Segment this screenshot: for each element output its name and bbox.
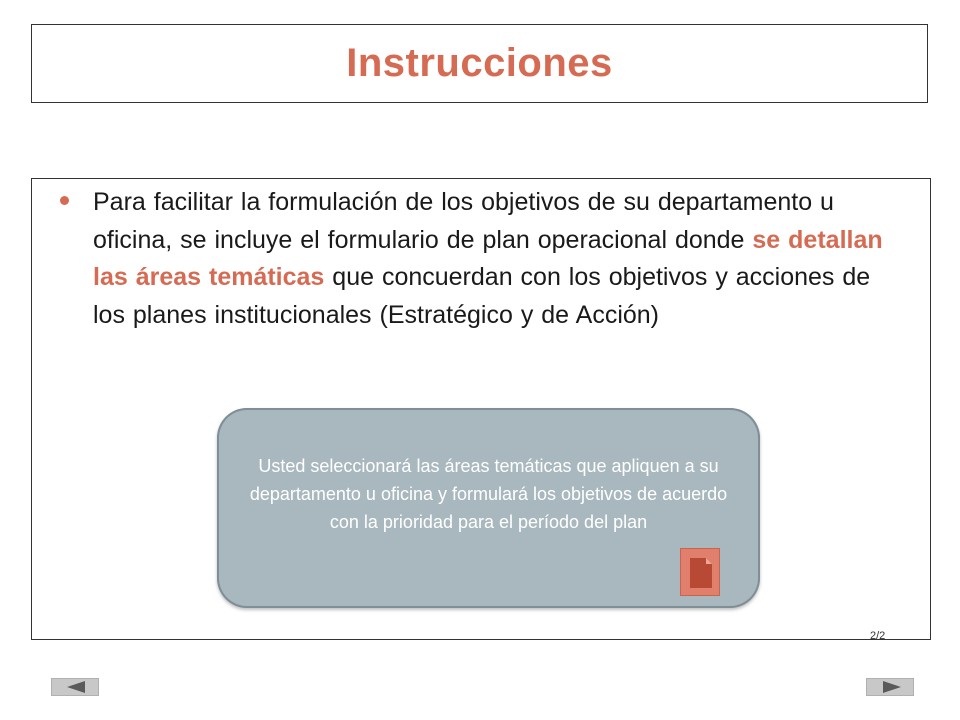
callout-text: Usted seleccionará las áreas temáticas que apliquen a su departamento u oficina y formulará los objetivos de acuerdo con la prioridad para el período del plan: [249, 456, 728, 532]
slide-title: Instrucciones: [346, 41, 613, 85]
title-box: [31, 24, 928, 103]
callout-box: [217, 408, 760, 608]
arrow-left-icon: [67, 681, 85, 693]
arrow-right-icon: [883, 681, 901, 693]
page-number: 2/2: [870, 630, 886, 642]
document-button[interactable]: [680, 548, 720, 596]
bullet-highlight: se detallan las áreas temáticas: [93, 225, 883, 291]
bullet-text-before: Para facilitar la formulación de los objetivos de su departamento u oficina, se incluye el formulario de plan operacional donde: [93, 188, 834, 254]
bullet-item: [60, 184, 890, 334]
previous-slide-button[interactable]: [51, 678, 99, 696]
next-slide-button[interactable]: [866, 678, 914, 696]
bullet-text-after: que concuerdan con los objetivos y acciones de los planes institucionales (Estratégico y de Acción): [93, 263, 871, 329]
document-icon: [690, 558, 712, 588]
bullet-dot-icon: [60, 196, 69, 205]
bullet-text: [93, 184, 890, 334]
